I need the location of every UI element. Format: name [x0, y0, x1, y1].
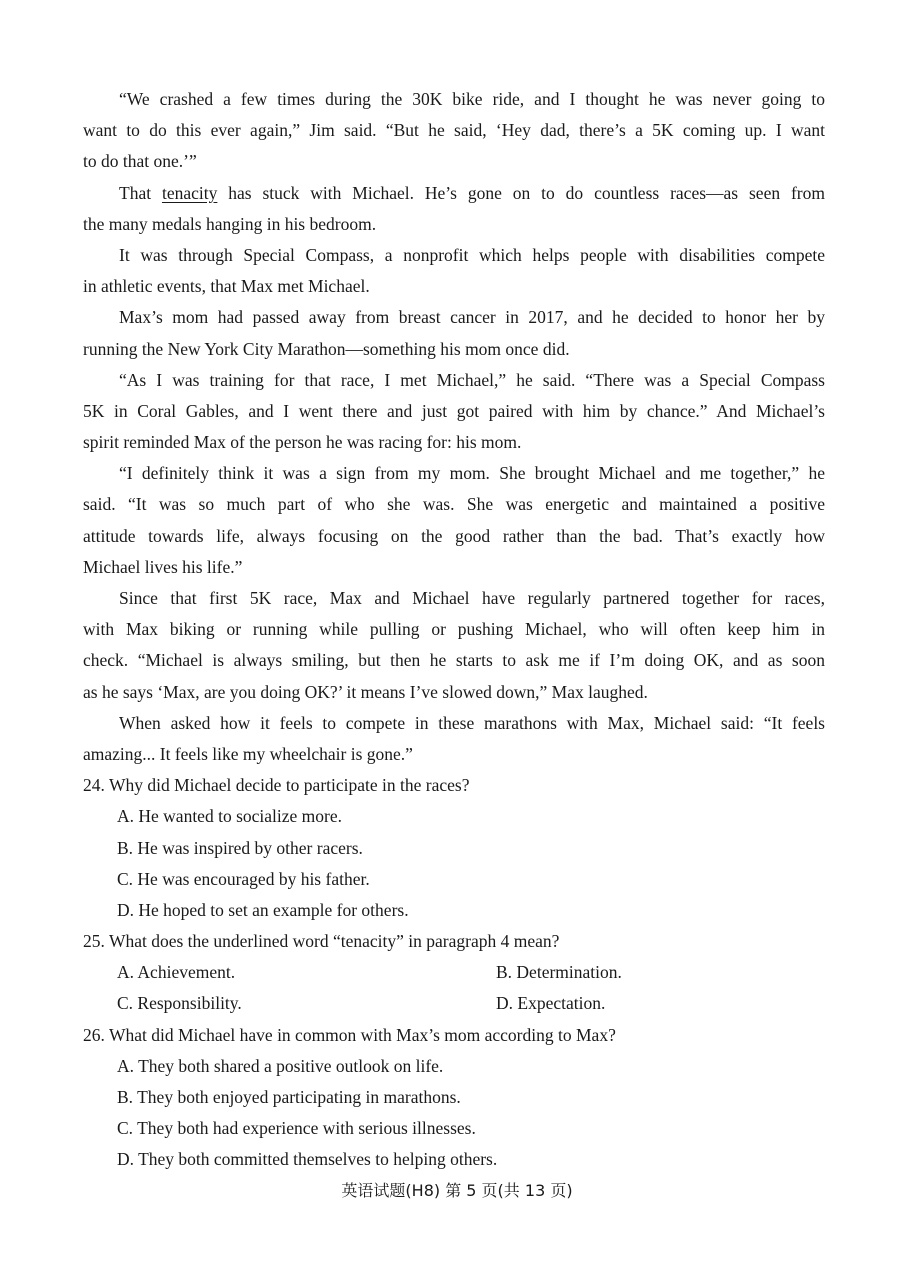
exam-page-content [83, 84, 825, 1176]
question-text: What did Michael have in common with Max’s mom according to Max? [108, 1024, 616, 1045]
passage-line: spirit reminded Max of the person he was racing for: his mom. [83, 432, 522, 453]
passage-line: as he says ‘Max, are you doing OK?’ it means I’ve slowed down,” Max laughed. [83, 681, 648, 702]
passage-paragraph [83, 240, 825, 302]
underlined-word: tenacity [161, 182, 218, 203]
passage-line: Michael lives his life.” [83, 556, 243, 577]
option-d[interactable]: D. Expectation. [496, 993, 606, 1014]
passage-line: “We crashed a few times during the 30K bike ride, and I thought he was never going to [119, 89, 825, 109]
passage-line: Max’s mom had passed away from breast cancer in 2017, and he decided to honor her by [119, 307, 825, 328]
option-b[interactable]: B. They both enjoyed participating in marathons. [117, 1087, 461, 1107]
passage-line: It was through Special Compass, a nonprofit which helps people with disabilities compete [119, 244, 825, 265]
option-row [83, 957, 825, 988]
question-24 [83, 770, 825, 926]
passage-line: “I definitely think it was a sign from my mom. She brought Michael and me together,” he [119, 463, 825, 484]
passage-line: attitude towards life, always focusing on the good rather than the bad. That’s exactly how [83, 525, 825, 546]
passage-line: 5K in Coral Gables, and I went there and just got paired with him by chance.” And Michael’s [83, 400, 825, 421]
passage-line: “As I was training for that race, I met Michael,” he said. “There was a Special Compass [119, 369, 825, 390]
option-a[interactable]: A. Achievement. [117, 962, 236, 983]
question-text: What does the underlined word “tenacity” in paragraph 4 mean? [108, 931, 560, 952]
option-d[interactable]: D. He hoped to set an example for others. [117, 899, 409, 920]
option-d[interactable]: D. They both committed themselves to helping others. [117, 1149, 498, 1170]
passage-line: want to do this ever again,” Jim said. “But he said, ‘Hey dad, there’s a 5K coming up. I want [83, 120, 825, 141]
question-number: 26. [83, 1024, 105, 1045]
passage-line: running the New York City Marathon—something his mom once did. [83, 338, 570, 359]
passage-line: the many medals hanging in his bedroom. [83, 213, 377, 234]
passage-line: to do that one.’” [83, 151, 197, 172]
passage-line: Since that first 5K race, Max and Michael have regularly partnered together for races, [119, 588, 825, 608]
option-a[interactable]: A. They both shared a positive outlook on life. [117, 1055, 444, 1076]
passage-paragraph [83, 458, 825, 583]
question-stem [83, 770, 825, 801]
passage-paragraph [83, 365, 825, 459]
option-c[interactable]: C. He was encouraged by his father. [117, 868, 370, 889]
passage-line: with Max biking or running while pulling or pushing Michael, who will often keep him in [83, 619, 825, 640]
question-stem [83, 1020, 825, 1051]
passage-paragraph [83, 178, 825, 240]
passage-line: said. “It was so much part of who she was. She was energetic and maintained a positive [83, 494, 825, 515]
passage-paragraph [83, 583, 825, 708]
question-26 [83, 1020, 825, 1176]
passage-paragraph [83, 84, 825, 178]
option-c[interactable]: C. They both had experience with serious illnesses. [117, 1118, 476, 1139]
passage-paragraph [83, 302, 825, 364]
question-number: 24. [83, 775, 105, 796]
passage-line: When asked how it feels to compete in these marathons with Max, Michael said: “It feels [119, 712, 825, 733]
passage-line: amazing... It feels like my wheelchair is gone.” [83, 743, 413, 764]
option-b[interactable]: B. He was inspired by other racers. [117, 837, 363, 858]
question-stem [83, 926, 825, 957]
question-text: Why did Michael decide to participate in the races? [108, 775, 470, 796]
option-c[interactable]: C. Responsibility. [117, 993, 242, 1014]
option-row [83, 988, 825, 1019]
question-number: 25. [83, 931, 105, 952]
option-b[interactable]: B. Determination. [496, 962, 622, 983]
passage-paragraph [83, 708, 825, 770]
passage-line: in athletic events, that Max met Michael. [83, 276, 370, 297]
passage-line: That tenacity has stuck with Michael. He’s gone on to do countless races—as seen from [119, 182, 825, 203]
passage-line: check. “Michael is always smiling, but then he starts to ask me if I’m doing OK, and as soon [83, 650, 825, 671]
question-25 [83, 926, 825, 1020]
option-a[interactable]: A. He wanted to socialize more. [117, 806, 342, 827]
page-footer: 英语试题(H8) 第 5 页(共 13 页) [341, 1181, 573, 1200]
